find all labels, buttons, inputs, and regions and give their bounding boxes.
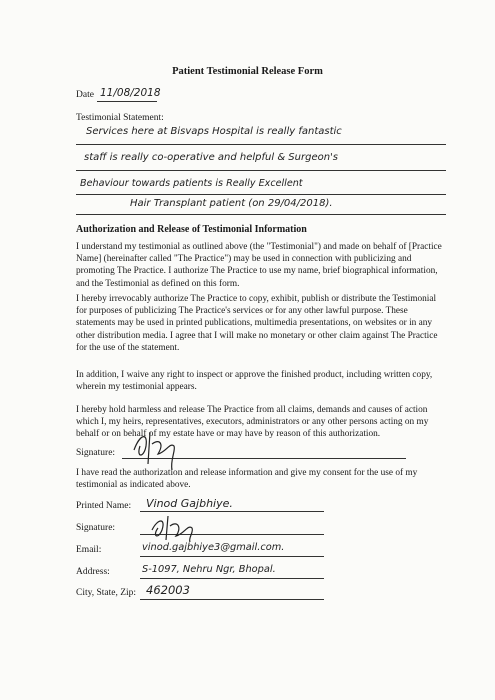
statement-rule bbox=[76, 144, 446, 145]
form-title: Patient Testimonial Release Form bbox=[172, 66, 323, 77]
statement-rule bbox=[76, 194, 446, 195]
address-line bbox=[140, 578, 324, 579]
statement-line: Services here at Bisvaps Hospital is really fantastic bbox=[86, 126, 342, 137]
signature2-label: Signature: bbox=[76, 523, 116, 533]
email-label: Email: bbox=[76, 545, 102, 555]
printed-name-value: Vinod Gajbhiye. bbox=[146, 497, 233, 510]
statement-label: Testimonial Statement: bbox=[76, 113, 164, 123]
paragraph-authorize: I hereby irrevocably authorize The Practice to copy, exhibit, publish or distribute the Testimonial for purposes of publicizing The Practice's services or for any other lawful purpose. These statements may be used in printed publications, multimedia presentations, on websites or in any other distribution media. I agree that I will make no monetary or other claim against The Practice for the use of the statement. bbox=[76, 294, 438, 353]
city-state-zip-line bbox=[140, 599, 324, 600]
city-state-zip-label: City, State, Zip: bbox=[76, 588, 137, 598]
statement-line: Hair Transplant patient (on 29/04/2018). bbox=[130, 198, 333, 209]
paragraph-hold-harmless: I hereby hold harmless and release The Practice from all claims, demands and causes of action which I, my heirs, representatives, executors, administrators or any other persons acting on my behalf or on behalf of my estate have or may have by reason of this authorization. bbox=[76, 405, 429, 440]
date-label: Date bbox=[76, 90, 94, 100]
signature2-mark bbox=[146, 512, 206, 544]
city-state-zip-value: 462003 bbox=[146, 583, 190, 597]
signature-label: Signature: bbox=[76, 448, 116, 458]
section-heading: Authorization and Release of Testimonial Information bbox=[76, 224, 307, 235]
date-line bbox=[97, 101, 157, 102]
address-value: S-1097, Nehru Ngr, Bhopal. bbox=[142, 564, 276, 575]
paragraph-waive: In addition, I waive any right to inspect or approve the finished product, including written copy, wherein my testimonial appears. bbox=[76, 370, 433, 393]
paragraph-understand: I understand my testimonial as outlined above (the "Testimonial") and made on behalf of [Practice Name] (hereinafter called "The Practice") may be used in connection with publicizing and promoting The Practice. I authorize The Practice to use my name, brief biographical information, and the Testimonial as defined on this form. bbox=[76, 242, 442, 289]
address-label: Address: bbox=[76, 567, 110, 577]
email-value: vinod.gajbhiye3@gmail.com. bbox=[142, 542, 285, 553]
printed-name-label: Printed Name: bbox=[76, 501, 132, 511]
statement-line: staff is really co-operative and helpful & Surgeon's bbox=[84, 152, 339, 163]
email-line bbox=[140, 556, 324, 557]
statement-rule bbox=[76, 170, 446, 171]
statement-line: Behaviour towards patients is Really Excellent bbox=[80, 178, 303, 189]
statement-rule bbox=[76, 214, 446, 215]
consent-text: I have read the authorization and release information and give my consent for the use of my testimonial as indicated above. bbox=[76, 468, 418, 491]
signature-mark bbox=[126, 424, 186, 472]
date-value: 11/08/2018 bbox=[100, 87, 161, 99]
